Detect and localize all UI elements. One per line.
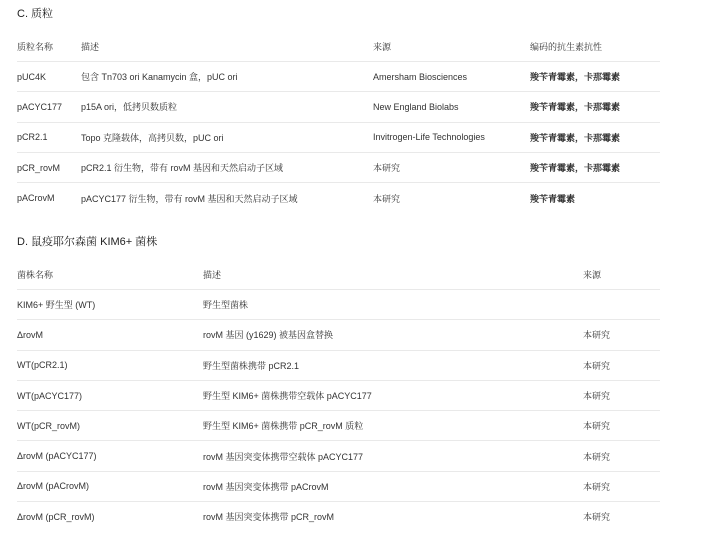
plasmid-description: p15A ori，低拷贝数质粒 bbox=[81, 92, 373, 122]
column-header: 来源 bbox=[373, 41, 392, 52]
strain-source: 本研究 bbox=[583, 411, 660, 441]
table-row bbox=[17, 62, 660, 92]
strain-source: 本研究 bbox=[583, 441, 660, 471]
strain-name: ΔrovM (pCR_rovM) bbox=[17, 502, 203, 532]
plasmid-name: pUC4K bbox=[17, 62, 81, 92]
plasmid-resistance: 羧苄青霉素，卡那霉素 bbox=[530, 92, 660, 122]
section-c-title: C. 质粒 bbox=[17, 8, 54, 20]
strain-name: ΔrovM (pACrovM) bbox=[17, 471, 203, 501]
column-header: 来源 bbox=[583, 269, 602, 280]
table-row bbox=[17, 152, 660, 182]
plasmid-description: pCR2.1 衍生物，带有 rovM 基因和天然启动子区域 bbox=[81, 152, 373, 182]
plasmid-resistance: 羧苄青霉素，卡那霉素 bbox=[530, 122, 660, 152]
table-row bbox=[17, 320, 660, 350]
section-d-title: D. 鼠疫耶尔森菌 KIM6+ 菌株 bbox=[17, 236, 158, 248]
table-row bbox=[17, 122, 660, 152]
plasmid-name: pCR2.1 bbox=[17, 122, 81, 152]
plasmid-source: 本研究 bbox=[373, 183, 530, 213]
strain-name: WT(pCR_rovM) bbox=[17, 411, 203, 441]
table-header-row bbox=[17, 259, 660, 290]
column-header: 描述 bbox=[81, 41, 100, 52]
table-header-row bbox=[17, 31, 660, 62]
table-row bbox=[17, 502, 660, 532]
table-row bbox=[17, 183, 660, 213]
plasmid-table bbox=[17, 31, 660, 213]
strain-name: WT(pCR2.1) bbox=[17, 350, 203, 380]
strain-source bbox=[583, 290, 660, 320]
plasmid-name: pACYC177 bbox=[17, 92, 81, 122]
plasmid-description: 包含 Tn703 ori Kanamycin 盒，pUC ori bbox=[81, 62, 373, 92]
strain-description: 野生型 KIM6+ 菌株携带空载体 pACYC177 bbox=[203, 380, 583, 410]
strain-description: rovM 基因突变体携带空载体 pACYC177 bbox=[203, 441, 583, 471]
plasmid-source: 本研究 bbox=[373, 152, 530, 182]
column-header: 描述 bbox=[203, 269, 222, 280]
strain-name: ΔrovM bbox=[17, 320, 203, 350]
strain-source: 本研究 bbox=[583, 471, 660, 501]
strain-name: ΔrovM (pACYC177) bbox=[17, 441, 203, 471]
plasmid-description: Topo 克隆载体，高拷贝数，pUC ori bbox=[81, 122, 373, 152]
strain-description: rovM 基因 (y1629) 被基因盒替换 bbox=[203, 320, 583, 350]
strain-name: KIM6+ 野生型 (WT) bbox=[17, 290, 203, 320]
plasmid-resistance: 羧苄青霉素 bbox=[530, 183, 660, 213]
table-row bbox=[17, 380, 660, 410]
table-row bbox=[17, 411, 660, 441]
column-header: 质粒名称 bbox=[17, 41, 54, 52]
strain-table bbox=[17, 259, 660, 532]
table-row bbox=[17, 92, 660, 122]
strain-source: 本研究 bbox=[583, 320, 660, 350]
strain-description: rovM 基因突变体携带 pCR_rovM bbox=[203, 502, 583, 532]
strain-description: 野生型菌株携带 pCR2.1 bbox=[203, 350, 583, 380]
strain-description: rovM 基因突变体携带 pACrovM bbox=[203, 471, 583, 501]
strain-description: 野生型菌株 bbox=[203, 290, 583, 320]
plasmid-source: New England Biolabs bbox=[373, 92, 530, 122]
table-row bbox=[17, 471, 660, 501]
column-header: 菌株名称 bbox=[17, 269, 54, 280]
plasmid-name: pCR_rovM bbox=[17, 152, 81, 182]
plasmid-resistance: 羧苄青霉素，卡那霉素 bbox=[530, 62, 660, 92]
column-header: 编码的抗生素抗性 bbox=[530, 41, 603, 52]
plasmid-name: pACrovM bbox=[17, 183, 81, 213]
strain-description: 野生型 KIM6+ 菌株携带 pCR_rovM 质粒 bbox=[203, 411, 583, 441]
table-row bbox=[17, 290, 660, 320]
table-row bbox=[17, 350, 660, 380]
plasmid-source: Invitrogen-Life Technologies bbox=[373, 122, 530, 152]
table-row bbox=[17, 441, 660, 471]
plasmid-resistance: 羧苄青霉素，卡那霉素 bbox=[530, 152, 660, 182]
strain-name: WT(pACYC177) bbox=[17, 380, 203, 410]
strain-source: 本研究 bbox=[583, 380, 660, 410]
strain-source: 本研究 bbox=[583, 350, 660, 380]
plasmid-source: Amersham Biosciences bbox=[373, 62, 530, 92]
strain-source: 本研究 bbox=[583, 502, 660, 532]
plasmid-description: pACYC177 衍生物，带有 rovM 基因和天然启动子区域 bbox=[81, 183, 373, 213]
